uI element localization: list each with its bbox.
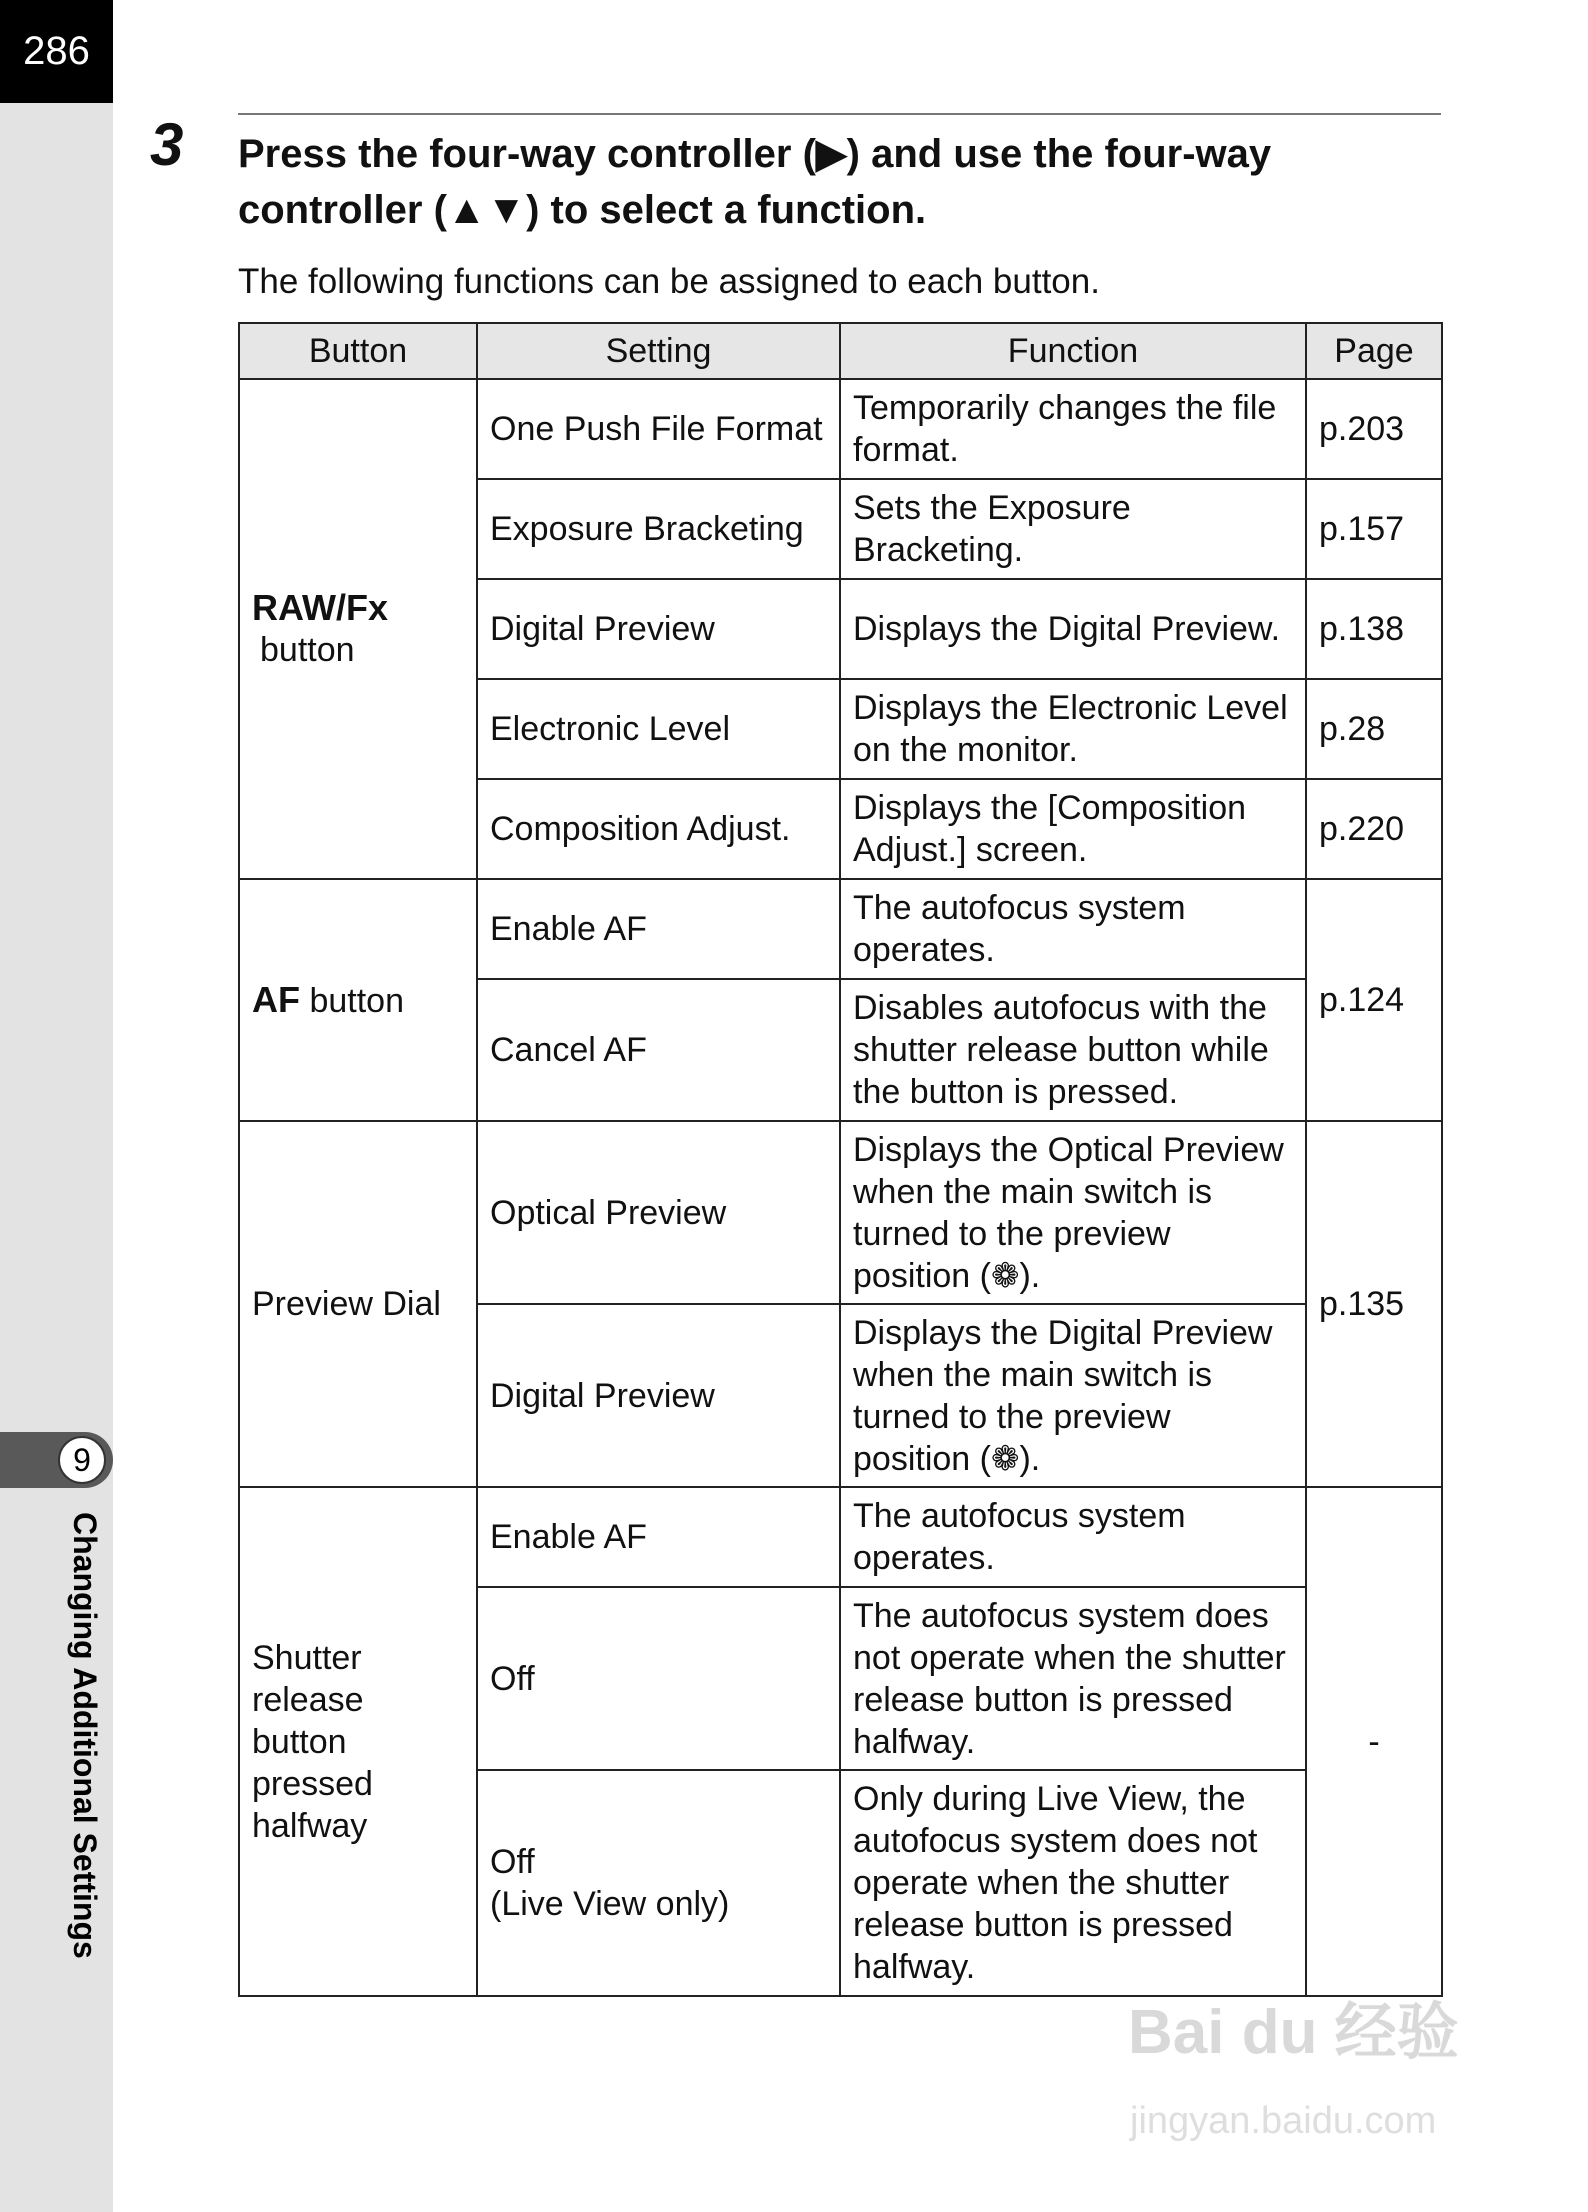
header-setting: Setting (477, 323, 840, 379)
function-cell: The autofocus system operates. (840, 879, 1306, 979)
setting-cell: Cancel AF (477, 979, 840, 1121)
table-row (239, 1487, 1442, 1587)
setting-cell: Optical Preview (477, 1121, 840, 1304)
setting-cell: Enable AF (477, 879, 840, 979)
setting-cell: Electronic Level (477, 679, 840, 779)
setting-cell: Composition Adjust. (477, 779, 840, 879)
function-cell: Displays the Optical Preview when the main switch is turned to the preview position (❁). (840, 1121, 1306, 1304)
page-ref: - (1306, 1487, 1442, 1996)
table-row (239, 379, 1442, 479)
function-cell: Displays the [Composition Adjust.] screen. (840, 779, 1306, 879)
table-header-row (239, 323, 1442, 379)
function-cell: The autofocus system does not operate when the shutter release button is pressed halfway. (840, 1587, 1306, 1770)
setting-cell: Digital Preview (477, 1304, 840, 1487)
chapter-title: Changing Additional Settings (67, 1512, 103, 1959)
button-cell-shutter-halfway: Shutter release button pressed halfway (239, 1487, 477, 1996)
section-divider (238, 113, 1441, 115)
header-page: Page (1306, 323, 1442, 379)
function-cell: Sets the Exposure Bracketing. (840, 479, 1306, 579)
setting-label: Off (490, 1843, 535, 1881)
button-cell-preview-dial: Preview Dial (239, 1121, 477, 1487)
button-cell-af (239, 879, 477, 1121)
button-suffix: button (309, 981, 404, 1020)
function-cell: Displays the Electronic Level on the monitor. (840, 679, 1306, 779)
page-ref: p.203 (1306, 379, 1442, 479)
page-ref: p.135 (1306, 1121, 1442, 1487)
page-ref: p.157 (1306, 479, 1442, 579)
button-suffix: button (260, 631, 355, 669)
page-ref: p.28 (1306, 679, 1442, 779)
setting-cell (477, 1770, 840, 1996)
function-cell: Temporarily changes the file format. (840, 379, 1306, 479)
page-number: 286 (0, 0, 113, 103)
function-cell: Displays the Digital Preview when the main switch is turned to the preview position (❁). (840, 1304, 1306, 1487)
page-ref: p.220 (1306, 779, 1442, 879)
page-ref: p.124 (1306, 879, 1442, 1121)
button-cell-raw-fx (239, 379, 477, 879)
step-heading-line-1: Press the four-way controller (▶) and use the four-way (238, 132, 1272, 176)
setting-cell: Digital Preview (477, 579, 840, 679)
function-cell: Only during Live View, the autofocus system does not operate when the shutter release button is pressed halfway. (840, 1770, 1306, 1996)
setting-cell: Off (477, 1587, 840, 1770)
function-cell: The autofocus system operates. (840, 1487, 1306, 1587)
watermark-logo: Bai du 经验 (1128, 1998, 1459, 2067)
step-number: 3 (150, 111, 184, 178)
function-cell: Disables autofocus with the shutter release button while the button is pressed. (840, 979, 1306, 1121)
step-heading-line-2: controller (▲▼) to select a function. (238, 188, 927, 232)
table-row (239, 1121, 1442, 1304)
button-name-raw-fx: RAW/Fx (252, 587, 389, 628)
function-cell: Displays the Digital Preview. (840, 579, 1306, 679)
table-row (239, 879, 1442, 979)
setting-note: (Live View only) (490, 1885, 730, 1923)
header-function: Function (840, 323, 1306, 379)
button-name-af: AF (252, 978, 300, 1020)
page-ref: p.138 (1306, 579, 1442, 679)
header-button: Button (239, 323, 477, 379)
chapter-number: 9 (58, 1436, 106, 1484)
setting-cell: Enable AF (477, 1487, 840, 1587)
step-heading (238, 126, 1438, 238)
watermark-url: jingyan.baidu.com (1130, 2100, 1437, 2142)
setting-cell: Exposure Bracketing (477, 479, 840, 579)
function-table (238, 322, 1443, 1997)
setting-cell: One Push File Format (477, 379, 840, 479)
intro-text: The following functions can be assigned to each button. (238, 262, 1100, 301)
